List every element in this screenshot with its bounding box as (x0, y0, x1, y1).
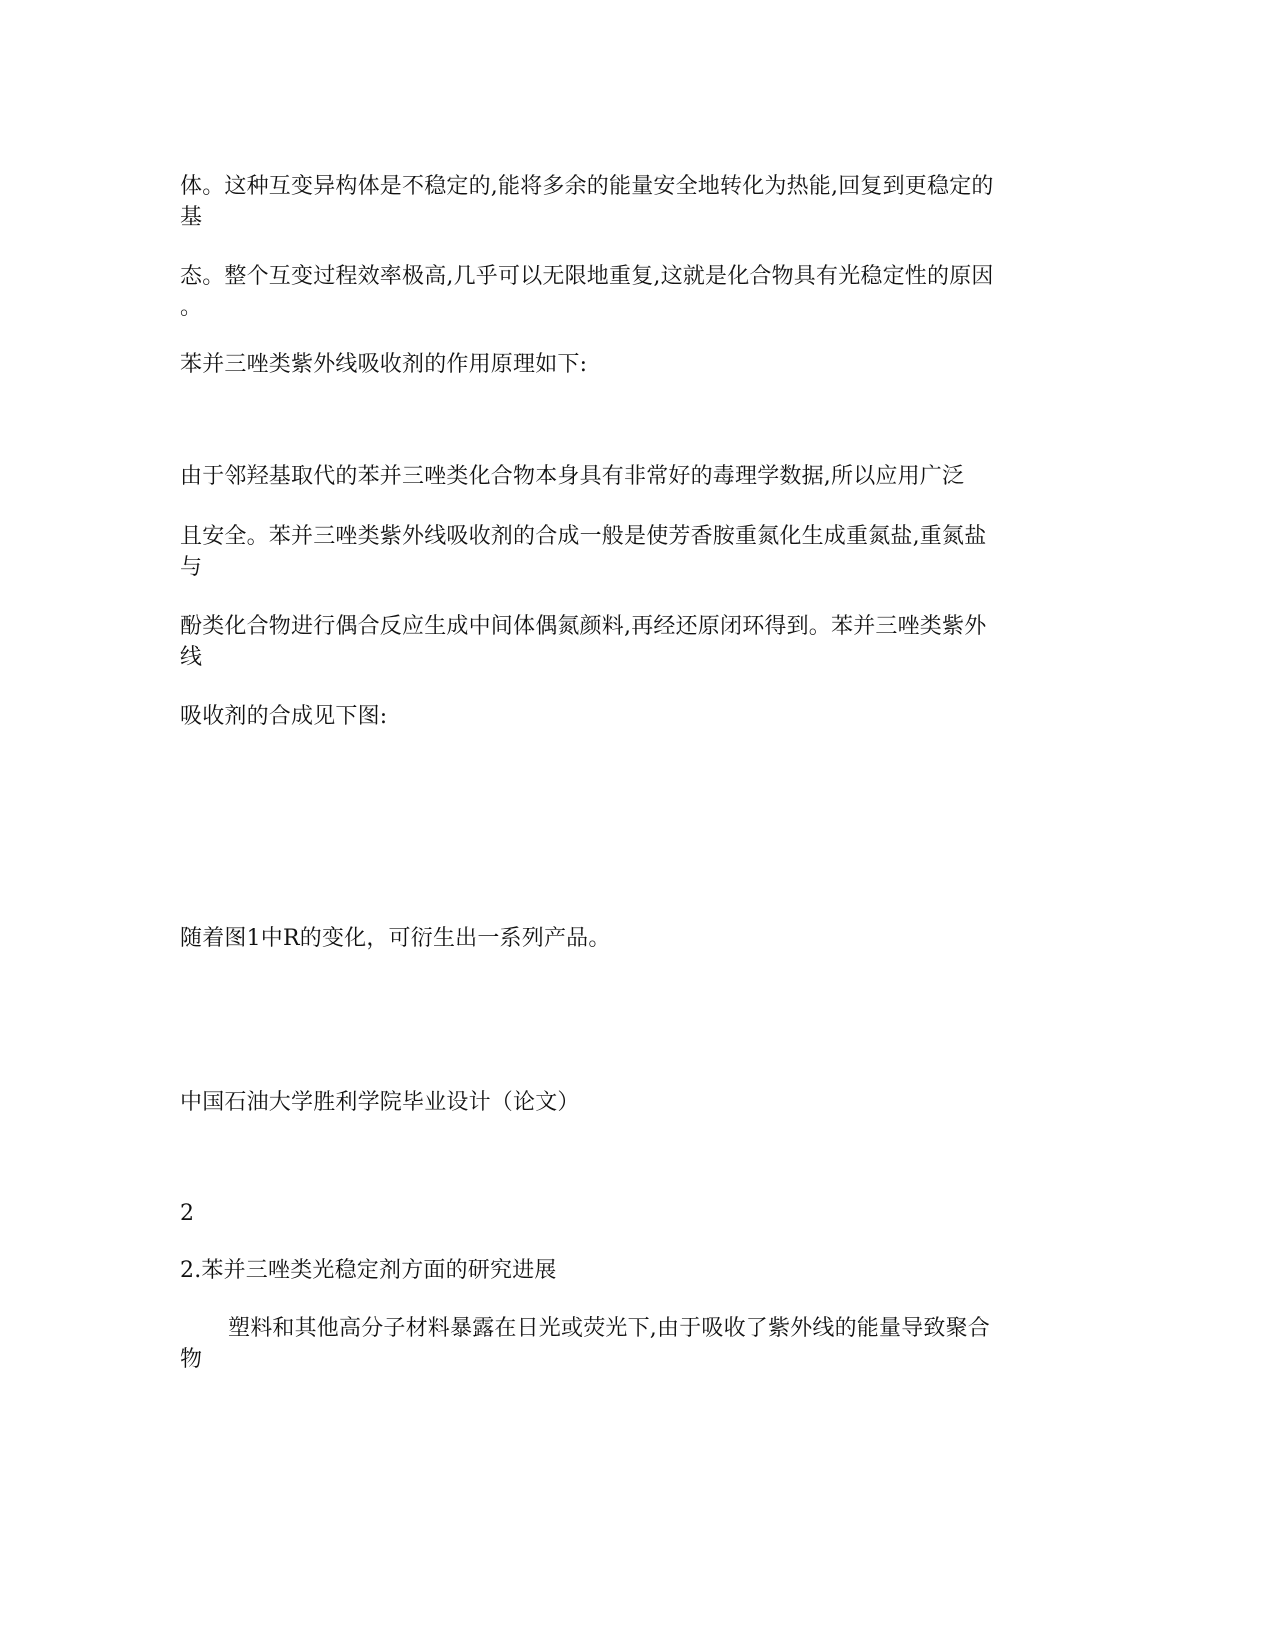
running-header: 中国石油大学胜利学院毕业设计（论文） (180, 1090, 580, 1115)
paragraph-line-wrap: 物 (180, 1347, 203, 1372)
paragraph-text: 随着图1中R的变化，可衍生出一系列产品。 (180, 926, 611, 951)
paragraph-line: 态。整个互变过程效率极高,几乎可以无限地重复,这就是化合物具有光稳定性的原因 (180, 264, 994, 289)
paragraph-line: 酚类化合物进行偶合反应生成中间体偶氮颜料,再经还原闭环得到。苯并三唑类紫外 (180, 614, 987, 639)
paragraph-line: 吸收剂的合成见下图: (180, 704, 388, 729)
paragraph-line: 体。这种互变异构体是不稳定的,能将多余的能量安全地转化为热能,回复到更稳定的 (180, 174, 994, 199)
paragraph-line: 塑料和其他高分子材料暴露在日光或荧光下,由于吸收了紫外线的能量导致聚合 (228, 1316, 990, 1341)
paragraph-line-wrap: 线 (180, 645, 203, 670)
section-title: 2.苯并三唑类光稳定剂方面的研究进展 (180, 1258, 557, 1283)
paragraph-line-wrap: 与 (180, 555, 203, 580)
paragraph-line: 且安全。苯并三唑类紫外线吸收剂的合成一般是使芳香胺重氮化生成重氮盐,重氮盐 (180, 524, 987, 549)
paragraph-text: 苯并三唑类紫外线吸收剂的作用原理如下: (180, 352, 588, 377)
page-number: 2 (180, 1201, 195, 1226)
paragraph-line-wrap: 基 (180, 205, 203, 230)
paragraph-line-wrap: 。 (180, 295, 203, 320)
paragraph-line: 由于邻羟基取代的苯并三唑类化合物本身具有非常好的毒理学数据,所以应用广泛 (180, 464, 965, 489)
